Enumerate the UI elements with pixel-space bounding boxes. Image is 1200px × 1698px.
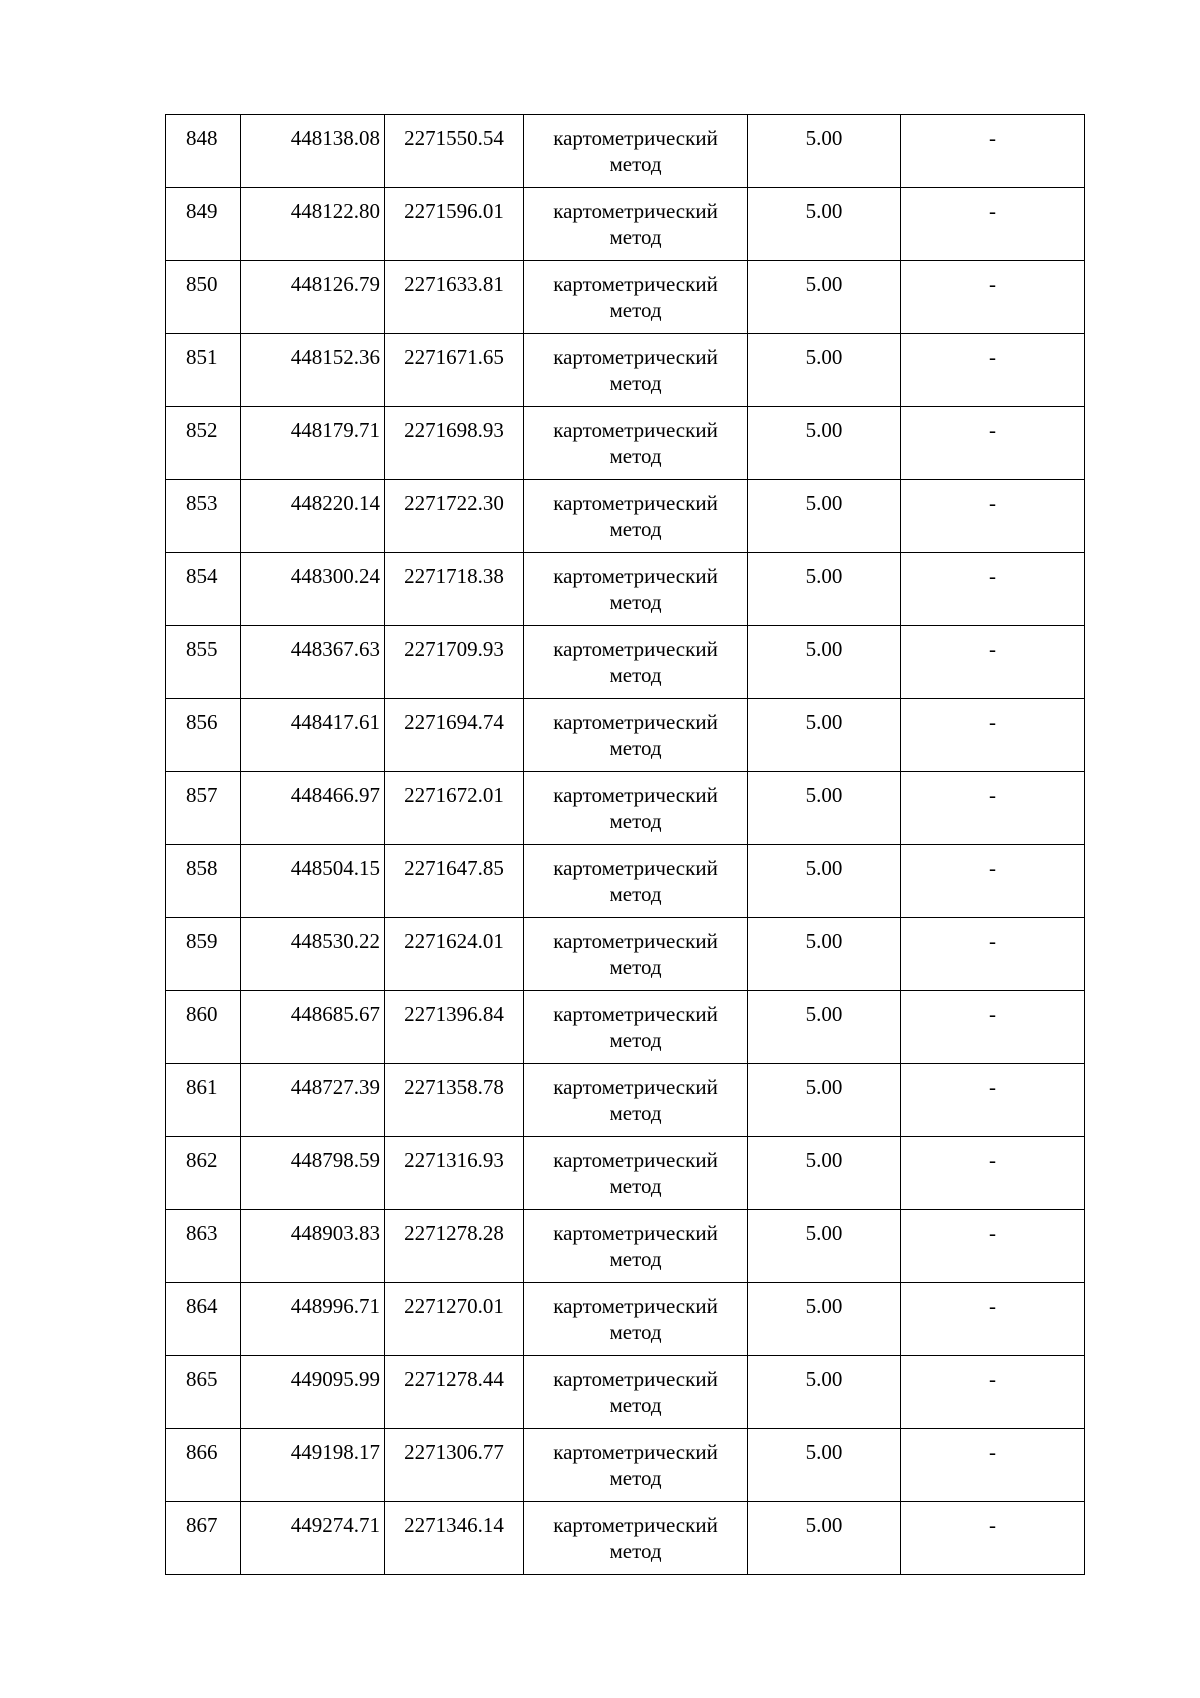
method-line-1: картометрический	[553, 1367, 718, 1391]
table-body	[166, 115, 1085, 1575]
point-number-cell	[166, 553, 241, 626]
y-coordinate-cell	[385, 1064, 524, 1137]
y-coordinate-cell	[385, 845, 524, 918]
table-row	[166, 991, 1085, 1064]
table-row	[166, 918, 1085, 991]
x-coordinate-cell	[241, 918, 385, 991]
note-cell	[901, 1502, 1085, 1575]
method-line-2: метод	[609, 225, 662, 249]
note-cell	[901, 1210, 1085, 1283]
accuracy-value: 5.00	[805, 199, 843, 223]
point-number: 858	[186, 856, 218, 880]
accuracy-value: 5.00	[805, 637, 843, 661]
note-cell	[901, 553, 1085, 626]
y-coordinate: 2271596.01	[404, 199, 504, 223]
x-coordinate-cell	[241, 1283, 385, 1356]
y-coordinate-cell	[385, 1137, 524, 1210]
table-row	[166, 1429, 1085, 1502]
note-cell	[901, 1356, 1085, 1429]
method-cell	[524, 334, 748, 407]
note-value: -	[989, 1002, 996, 1026]
y-coordinate: 2271396.84	[404, 1002, 504, 1026]
method-line-2: метод	[609, 517, 662, 541]
y-coordinate: 2271722.30	[404, 491, 504, 515]
x-coordinate: 448220.14	[290, 491, 380, 515]
method-cell	[524, 1356, 748, 1429]
x-coordinate: 448367.63	[290, 637, 380, 661]
accuracy-value: 5.00	[805, 564, 843, 588]
point-number-cell	[166, 261, 241, 334]
table-row	[166, 1502, 1085, 1575]
accuracy-value: 5.00	[805, 345, 843, 369]
x-coordinate: 448152.36	[290, 345, 380, 369]
accuracy-cell	[748, 1064, 901, 1137]
note-cell	[901, 772, 1085, 845]
accuracy-cell	[748, 991, 901, 1064]
method-cell	[524, 480, 748, 553]
table-row	[166, 1137, 1085, 1210]
note-value: -	[989, 345, 996, 369]
note-cell	[901, 1429, 1085, 1502]
method-cell	[524, 1137, 748, 1210]
point-number: 863	[186, 1221, 218, 1245]
accuracy-cell	[748, 1502, 901, 1575]
y-coordinate-cell	[385, 1502, 524, 1575]
point-number: 852	[186, 418, 218, 442]
x-coordinate-cell	[241, 1429, 385, 1502]
x-coordinate-cell	[241, 480, 385, 553]
y-coordinate-cell	[385, 480, 524, 553]
y-coordinate-cell	[385, 918, 524, 991]
x-coordinate: 448530.22	[290, 929, 380, 953]
note-value: -	[989, 1075, 996, 1099]
point-number-cell	[166, 626, 241, 699]
method-cell	[524, 991, 748, 1064]
accuracy-value: 5.00	[805, 929, 843, 953]
method-cell	[524, 1210, 748, 1283]
method-line-2: метод	[609, 663, 662, 687]
coordinates-table	[165, 114, 1085, 1575]
point-number: 862	[186, 1148, 218, 1172]
x-coordinate: 448179.71	[290, 418, 380, 442]
x-coordinate: 449198.17	[290, 1440, 380, 1464]
accuracy-cell	[748, 1283, 901, 1356]
method-line-2: метод	[609, 882, 662, 906]
note-value: -	[989, 710, 996, 734]
point-number: 860	[186, 1002, 218, 1026]
y-coordinate-cell	[385, 1283, 524, 1356]
y-coordinate: 2271346.14	[404, 1513, 504, 1537]
table-row	[166, 188, 1085, 261]
accuracy-cell	[748, 334, 901, 407]
accuracy-value: 5.00	[805, 1440, 843, 1464]
table-row	[166, 772, 1085, 845]
accuracy-value: 5.00	[805, 126, 843, 150]
x-coordinate: 448138.08	[290, 126, 380, 150]
method-line-2: метод	[609, 444, 662, 468]
accuracy-value: 5.00	[805, 710, 843, 734]
note-cell	[901, 261, 1085, 334]
accuracy-value: 5.00	[805, 418, 843, 442]
y-coordinate: 2271633.81	[404, 272, 504, 296]
note-value: -	[989, 637, 996, 661]
x-coordinate-cell	[241, 626, 385, 699]
note-value: -	[989, 1221, 996, 1245]
method-line-2: метод	[609, 955, 662, 979]
accuracy-cell	[748, 699, 901, 772]
x-coordinate-cell	[241, 1064, 385, 1137]
method-cell	[524, 1502, 748, 1575]
method-cell	[524, 918, 748, 991]
x-coordinate-cell	[241, 1210, 385, 1283]
method-cell	[524, 261, 748, 334]
point-number: 856	[186, 710, 218, 734]
y-coordinate: 2271709.93	[404, 637, 504, 661]
table-row	[166, 845, 1085, 918]
point-number-cell	[166, 1283, 241, 1356]
method-line-2: метод	[609, 152, 662, 176]
x-coordinate: 448903.83	[290, 1221, 380, 1245]
accuracy-cell	[748, 115, 901, 188]
note-cell	[901, 407, 1085, 480]
method-line-1: картометрический	[553, 1148, 718, 1172]
accuracy-cell	[748, 261, 901, 334]
point-number: 855	[186, 637, 218, 661]
y-coordinate-cell	[385, 991, 524, 1064]
method-cell	[524, 626, 748, 699]
table-row	[166, 553, 1085, 626]
point-number-cell	[166, 991, 241, 1064]
note-cell	[901, 1283, 1085, 1356]
note-value: -	[989, 1367, 996, 1391]
method-line-2: метод	[609, 1320, 662, 1344]
y-coordinate: 2271278.28	[404, 1221, 504, 1245]
method-line-1: картометрический	[553, 272, 718, 296]
note-value: -	[989, 564, 996, 588]
note-cell	[901, 626, 1085, 699]
point-number-cell	[166, 188, 241, 261]
x-coordinate-cell	[241, 261, 385, 334]
note-value: -	[989, 856, 996, 880]
note-value: -	[989, 783, 996, 807]
point-number-cell	[166, 918, 241, 991]
method-line-1: картометрический	[553, 1075, 718, 1099]
method-line-1: картометрический	[553, 1221, 718, 1245]
x-coordinate-cell	[241, 991, 385, 1064]
y-coordinate: 2271550.54	[404, 126, 504, 150]
method-line-2: метод	[609, 371, 662, 395]
accuracy-value: 5.00	[805, 272, 843, 296]
x-coordinate: 448798.59	[290, 1148, 380, 1172]
y-coordinate-cell	[385, 553, 524, 626]
accuracy-value: 5.00	[805, 1002, 843, 1026]
point-number-cell	[166, 1064, 241, 1137]
x-coordinate: 448996.71	[290, 1294, 380, 1318]
note-value: -	[989, 199, 996, 223]
method-cell	[524, 1064, 748, 1137]
x-coordinate: 448727.39	[290, 1075, 380, 1099]
point-number: 849	[186, 199, 218, 223]
y-coordinate: 2271624.01	[404, 929, 504, 953]
method-line-1: картометрический	[553, 856, 718, 880]
table-row	[166, 1356, 1085, 1429]
table-row	[166, 626, 1085, 699]
x-coordinate-cell	[241, 1502, 385, 1575]
method-line-2: метод	[609, 590, 662, 614]
x-coordinate-cell	[241, 553, 385, 626]
table-row	[166, 115, 1085, 188]
y-coordinate: 2271718.38	[404, 564, 504, 588]
y-coordinate: 2271270.01	[404, 1294, 504, 1318]
method-line-2: метод	[609, 809, 662, 833]
y-coordinate-cell	[385, 626, 524, 699]
y-coordinate-cell	[385, 407, 524, 480]
method-line-1: картометрический	[553, 345, 718, 369]
x-coordinate-cell	[241, 115, 385, 188]
point-number-cell	[166, 699, 241, 772]
y-coordinate: 2271647.85	[404, 856, 504, 880]
accuracy-cell	[748, 1356, 901, 1429]
method-cell	[524, 188, 748, 261]
x-coordinate: 448685.67	[290, 1002, 380, 1026]
method-line-1: картометрический	[553, 929, 718, 953]
accuracy-value: 5.00	[805, 1075, 843, 1099]
method-cell	[524, 1429, 748, 1502]
x-coordinate: 448122.80	[290, 199, 380, 223]
point-number-cell	[166, 1502, 241, 1575]
note-value: -	[989, 1148, 996, 1172]
accuracy-cell	[748, 188, 901, 261]
y-coordinate: 2271316.93	[404, 1148, 504, 1172]
accuracy-value: 5.00	[805, 1294, 843, 1318]
accuracy-cell	[748, 553, 901, 626]
x-coordinate: 449095.99	[290, 1367, 380, 1391]
x-coordinate-cell	[241, 1356, 385, 1429]
table-row	[166, 1064, 1085, 1137]
accuracy-cell	[748, 1210, 901, 1283]
method-line-2: метод	[609, 1028, 662, 1052]
note-value: -	[989, 1440, 996, 1464]
method-line-2: метод	[609, 1393, 662, 1417]
accuracy-value: 5.00	[805, 1513, 843, 1537]
accuracy-cell	[748, 845, 901, 918]
method-line-2: метод	[609, 1466, 662, 1490]
point-number: 848	[186, 126, 218, 150]
note-cell	[901, 918, 1085, 991]
point-number-cell	[166, 845, 241, 918]
note-value: -	[989, 1513, 996, 1537]
note-value: -	[989, 491, 996, 515]
x-coordinate-cell	[241, 1137, 385, 1210]
table-row	[166, 1210, 1085, 1283]
point-number-cell	[166, 1210, 241, 1283]
accuracy-cell	[748, 1137, 901, 1210]
y-coordinate-cell	[385, 1429, 524, 1502]
table-row	[166, 407, 1085, 480]
point-number: 861	[186, 1075, 218, 1099]
y-coordinate-cell	[385, 188, 524, 261]
y-coordinate: 2271672.01	[404, 783, 504, 807]
y-coordinate-cell	[385, 772, 524, 845]
y-coordinate-cell	[385, 261, 524, 334]
method-line-2: метод	[609, 1247, 662, 1271]
point-number-cell	[166, 1356, 241, 1429]
note-value: -	[989, 418, 996, 442]
point-number-cell	[166, 480, 241, 553]
method-line-2: метод	[609, 1174, 662, 1198]
note-cell	[901, 1064, 1085, 1137]
y-coordinate: 2271278.44	[404, 1367, 504, 1391]
note-value: -	[989, 929, 996, 953]
method-line-1: картометрический	[553, 1002, 718, 1026]
y-coordinate-cell	[385, 1356, 524, 1429]
method-line-2: метод	[609, 298, 662, 322]
x-coordinate: 449274.71	[290, 1513, 380, 1537]
point-number-cell	[166, 772, 241, 845]
note-value: -	[989, 1294, 996, 1318]
x-coordinate: 448417.61	[290, 710, 380, 734]
method-line-1: картометрический	[553, 491, 718, 515]
accuracy-value: 5.00	[805, 783, 843, 807]
method-cell	[524, 699, 748, 772]
y-coordinate: 2271694.74	[404, 710, 504, 734]
method-line-2: метод	[609, 736, 662, 760]
note-cell	[901, 699, 1085, 772]
x-coordinate-cell	[241, 845, 385, 918]
point-number: 853	[186, 491, 218, 515]
note-cell	[901, 188, 1085, 261]
x-coordinate-cell	[241, 334, 385, 407]
method-line-1: картометрический	[553, 126, 718, 150]
table-row	[166, 261, 1085, 334]
accuracy-cell	[748, 407, 901, 480]
method-line-1: картометрический	[553, 1440, 718, 1464]
y-coordinate: 2271358.78	[404, 1075, 504, 1099]
method-cell	[524, 407, 748, 480]
point-number: 857	[186, 783, 218, 807]
method-line-1: картометрический	[553, 199, 718, 223]
note-cell	[901, 991, 1085, 1064]
table-row	[166, 1283, 1085, 1356]
accuracy-cell	[748, 772, 901, 845]
method-cell	[524, 845, 748, 918]
x-coordinate: 448504.15	[290, 856, 380, 880]
method-line-1: картометрический	[553, 783, 718, 807]
method-line-1: картометрический	[553, 418, 718, 442]
y-coordinate-cell	[385, 1210, 524, 1283]
x-coordinate-cell	[241, 699, 385, 772]
y-coordinate: 2271698.93	[404, 418, 504, 442]
method-line-2: метод	[609, 1101, 662, 1125]
accuracy-cell	[748, 1429, 901, 1502]
note-cell	[901, 845, 1085, 918]
point-number: 854	[186, 564, 218, 588]
accuracy-cell	[748, 918, 901, 991]
x-coordinate: 448126.79	[290, 272, 380, 296]
accuracy-value: 5.00	[805, 1367, 843, 1391]
note-value: -	[989, 126, 996, 150]
accuracy-cell	[748, 626, 901, 699]
method-line-1: картометрический	[553, 710, 718, 734]
x-coordinate: 448466.97	[290, 783, 380, 807]
accuracy-value: 5.00	[805, 491, 843, 515]
point-number: 866	[186, 1440, 218, 1464]
accuracy-value: 5.00	[805, 1148, 843, 1172]
method-line-1: картометрический	[553, 1513, 718, 1537]
y-coordinate: 2271671.65	[404, 345, 504, 369]
note-cell	[901, 480, 1085, 553]
point-number: 859	[186, 929, 218, 953]
point-number: 850	[186, 272, 218, 296]
method-cell	[524, 553, 748, 626]
x-coordinate-cell	[241, 188, 385, 261]
note-cell	[901, 1137, 1085, 1210]
y-coordinate-cell	[385, 699, 524, 772]
method-cell	[524, 772, 748, 845]
point-number: 864	[186, 1294, 218, 1318]
note-cell	[901, 334, 1085, 407]
method-cell	[524, 115, 748, 188]
method-line-1: картометрический	[553, 564, 718, 588]
point-number: 865	[186, 1367, 218, 1391]
method-cell	[524, 1283, 748, 1356]
point-number-cell	[166, 115, 241, 188]
point-number-cell	[166, 1137, 241, 1210]
x-coordinate-cell	[241, 407, 385, 480]
table-row	[166, 699, 1085, 772]
method-line-2: метод	[609, 1539, 662, 1563]
note-cell	[901, 115, 1085, 188]
method-line-1: картометрический	[553, 637, 718, 661]
note-value: -	[989, 272, 996, 296]
x-coordinate-cell	[241, 772, 385, 845]
point-number: 867	[186, 1513, 218, 1537]
accuracy-cell	[748, 480, 901, 553]
table-row	[166, 480, 1085, 553]
point-number-cell	[166, 407, 241, 480]
point-number: 851	[186, 345, 218, 369]
table-row	[166, 334, 1085, 407]
point-number-cell	[166, 1429, 241, 1502]
method-line-1: картометрический	[553, 1294, 718, 1318]
accuracy-value: 5.00	[805, 856, 843, 880]
y-coordinate: 2271306.77	[404, 1440, 504, 1464]
point-number-cell	[166, 334, 241, 407]
accuracy-value: 5.00	[805, 1221, 843, 1245]
x-coordinate: 448300.24	[290, 564, 380, 588]
y-coordinate-cell	[385, 334, 524, 407]
y-coordinate-cell	[385, 115, 524, 188]
